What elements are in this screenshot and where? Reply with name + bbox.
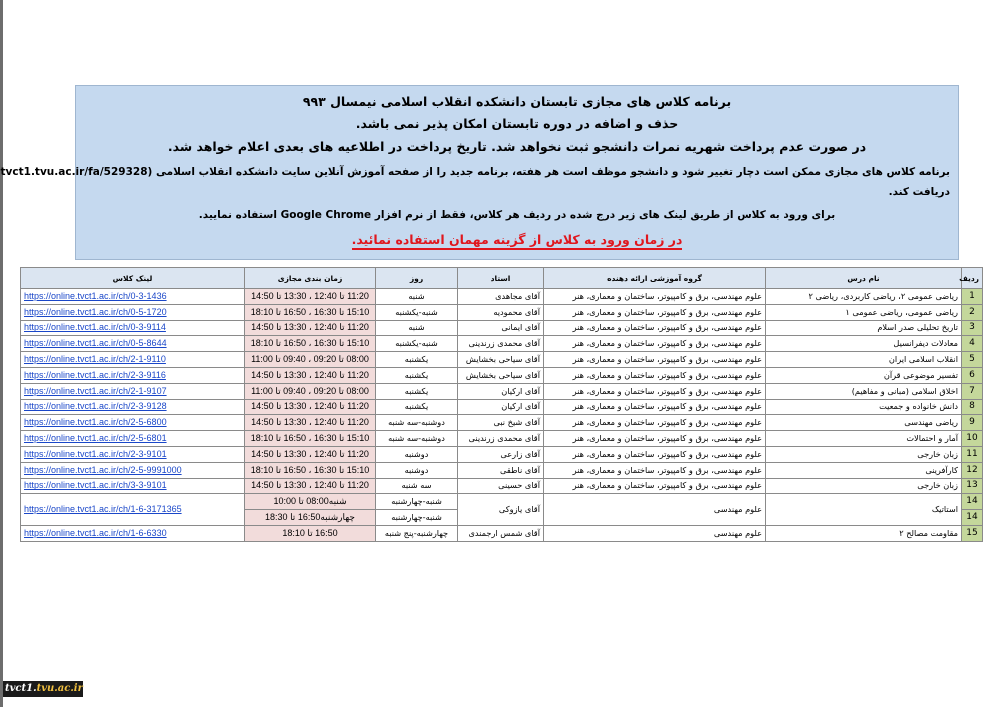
table-row [21,336,983,352]
teacher-name: آقای سیاحی بخشایش [458,367,544,383]
class-link[interactable]: https://online.tvct1.ac.ir/ch/1-6-3171365 [24,504,182,515]
course-name: معادلات دیفرانسیل [766,336,962,352]
class-day: یکشنبه [376,383,458,399]
table-header-row [21,268,983,289]
course-name: آمار و احتمالات [766,431,962,447]
course-group: علوم مهندسی، برق و کامپیوتر، ساختمان و معماری، هنر [544,478,766,494]
course-name: مقاومت مصالح ۲ [766,525,962,541]
class-time: 11:20 تا 12:40 ، 13:30 تا 14:50 [245,446,376,462]
class-link-cell [21,494,245,526]
class-day: دوشنبه [376,462,458,478]
class-link[interactable]: https://online.tvct1.ac.ir/ch/2-1-9107 [24,385,167,396]
class-link-cell [21,367,245,383]
class-link[interactable]: https://online.tvct1.ac.ir/ch/2-3-9116 [24,369,166,380]
notice-box [0,85,959,260]
notice-line-add-drop: حذف و اضافه در دوره تابستان امکان پذیر نمی باشد. [355,116,679,131]
class-link[interactable]: https://online.tvct1.ac.ir/ch/1-6-6330 [24,527,167,538]
teacher-name: آقای ارکیان [458,399,544,415]
class-time: 15:10 تا 16:30 ، 16:50 تا 18:10 [245,304,376,320]
notice-line-tuition: در صورت عدم پرداخت شهریه نمرات دانشجو ثبت نخواهد شد. تاریخ پرداخت در اطلاعیه های بعدی اعلام خواهد شد. [167,139,867,154]
table-row [21,462,983,478]
table-row [21,320,983,336]
course-group: علوم مهندسی [544,494,766,526]
notice-line-guest: در زمان ورود به کلاس از گزینه مهمان استفاده نمائید. [76,232,958,247]
table-row [21,367,983,383]
class-link-cell [21,446,245,462]
class-time: 15:10 تا 16:30 ، 16:50 تا 18:10 [245,431,376,447]
class-time: 11:20 تا 12:40 ، 13:30 تا 14:50 [245,320,376,336]
course-group: علوم مهندسی، برق و کامپیوتر، ساختمان و معماری، هنر [544,383,766,399]
teacher-name: آقای زارعی [458,446,544,462]
row-number: 9 [962,415,983,431]
class-link-cell [21,415,245,431]
left-border [0,0,3,707]
schedule-table [20,267,983,542]
teacher-name: آقای محمدی زرندینی [458,431,544,447]
teacher-name: آقای محمودیه [458,304,544,320]
row-number: 8 [962,399,983,415]
class-time: 11:20 تا 12:40 ، 13:30 تا 14:50 [245,367,376,383]
class-link-cell [21,289,245,305]
class-time: شنبه08:00 تا 10:00 [245,494,376,510]
teacher-name: آقای سیاحی بخشایش [458,352,544,368]
table-row [21,446,983,462]
class-day: شنبه-چهارشنبه [376,510,458,526]
class-time: 08:00 تا 09:20 ، 09:40 تا 11:00 [245,352,376,368]
teacher-name: آقای یازوکی [458,494,544,526]
course-name: ریاضی عمومی، ریاضی عمومی ۱ [766,304,962,320]
class-link[interactable]: https://online.tvct1.ac.ir/ch/2-5-9991000 [24,464,182,475]
class-day: شنبه-چهارشنبه [376,494,458,510]
class-day: یکشنبه [376,352,458,368]
notice-title: برنامه کلاس های مجازی تابستان دانشکده انقلاب اسلامی نیمسال ۹۹۳ [302,94,732,109]
table-row [21,399,983,415]
course-name: زبان خارجی [766,446,962,462]
notice-line-schedule-change: برنامه کلاس های مجازی ممکن است دچار تغییر شود و دانشجو موظف است هر هفته، برنامه جدید را از صفحه آموزش آنلاین سایت دانشکده انقلاب اسلامی (tvct1.tvu.ac.ir/fa/529328 [0,166,950,178]
row-number: 3 [962,320,983,336]
class-day: سه شنبه [376,478,458,494]
table-row [21,289,983,305]
class-time: 08:00 تا 09:20 ، 09:40 تا 11:00 [245,383,376,399]
row-number: 4 [962,336,983,352]
row-number: 14 [962,510,983,526]
table-row [21,415,983,431]
class-day: یکشنبه [376,399,458,415]
class-time: 11:20 تا 12:40 ، 13:30 تا 14:50 [245,289,376,305]
course-group: علوم مهندسی، برق و کامپیوتر، ساختمان و معماری، هنر [544,431,766,447]
class-day: دوشنبه-سه شنبه [376,415,458,431]
table-row [21,494,983,510]
class-link-cell [21,304,245,320]
course-name: تاریخ تحلیلی صدر اسلام [766,320,962,336]
course-name: دانش خانواده و جمعیت [766,399,962,415]
header-course: نام درس [766,268,962,289]
header-time: زمان بندی مجازی [245,268,376,289]
class-link-cell [21,399,245,415]
course-group: علوم مهندسی، برق و کامپیوتر، ساختمان و معماری، هنر [544,446,766,462]
class-time: چهارشنبه16:50 تا 18:30 [245,510,376,526]
course-name: ریاضی عمومی ۲، ریاضی کاربردی، ریاضی ۲ [766,289,962,305]
class-day: شنبه [376,289,458,305]
class-link-cell [21,352,245,368]
course-group: علوم مهندسی، برق و کامپیوتر، ساختمان و معماری، هنر [544,399,766,415]
class-link[interactable]: https://online.tvct1.ac.ir/ch/0-5-8644 [24,338,167,349]
class-link-cell [21,431,245,447]
course-name: کارآفرینی [766,462,962,478]
class-day: چهارشنبه-پنج شنبه [376,525,458,541]
course-name: اخلاق اسلامی (مبانی و مفاهیم) [766,383,962,399]
table-row [21,431,983,447]
row-number: 6 [962,367,983,383]
course-name: انقلاب اسلامی ایران [766,352,962,368]
class-link-cell [21,462,245,478]
class-time: 11:20 تا 12:40 ، 13:30 تا 14:50 [245,478,376,494]
course-group: علوم مهندسی [544,525,766,541]
table-row [21,352,983,368]
class-day: شنبه [376,320,458,336]
class-link[interactable]: https://online.tvct1.ac.ir/ch/2-3-9128 [24,401,167,412]
class-day: شنبه-یکشنبه [376,304,458,320]
class-day: شنبه-یکشنبه [376,336,458,352]
teacher-name: آقای ناطقی [458,462,544,478]
course-name: استاتیک [766,494,962,526]
class-day: دوشنبه-سه شنبه [376,431,458,447]
course-group: علوم مهندسی، برق و کامپیوتر، ساختمان و معماری، هنر [544,462,766,478]
class-link[interactable]: https://online.tvct1.ac.ir/ch/2-3-9101 [24,448,167,459]
table-row [21,525,983,541]
class-link[interactable]: https://online.tvct1.ac.ir/ch/0-5-1720 [24,306,167,317]
class-link[interactable]: https://online.tvct1.ac.ir/ch/2-1-9110 [24,354,166,365]
row-number: 11 [962,446,983,462]
class-link-cell [21,383,245,399]
class-link[interactable]: https://online.tvct1.ac.ir/ch/0-3-9114 [24,322,166,333]
class-day: دوشنبه [376,446,458,462]
teacher-name: آقای حسینی [458,478,544,494]
row-number: 2 [962,304,983,320]
teacher-name: آقای ارکیان [458,383,544,399]
teacher-name: آقای محمدی زرندینی [458,336,544,352]
course-group: علوم مهندسی، برق و کامپیوتر، ساختمان و معماری، هنر [544,367,766,383]
header-group: گروه آموزشی ارائه دهنده [544,268,766,289]
course-group: علوم مهندسی، برق و کامپیوتر، ساختمان و معماری، هنر [544,320,766,336]
row-number: 14 [962,494,983,510]
course-group: علوم مهندسی، برق و کامپیوتر، ساختمان و معماری، هنر [544,352,766,368]
course-name: زبان خارجی [766,478,962,494]
header-day: روز [376,268,458,289]
course-group: علوم مهندسی، برق و کامپیوتر، ساختمان و معماری، هنر [544,336,766,352]
header-teacher: استاد [458,268,544,289]
row-number: 1 [962,289,983,305]
teacher-name: آقای ایمانی [458,320,544,336]
header-row-no: ردیف [962,268,983,289]
teacher-name: آقای شیخ نبی [458,415,544,431]
class-link[interactable]: https://online.tvct1.ac.ir/ch/3-3-9101 [24,480,167,491]
teacher-name: آقای شمس ارجمندی [458,525,544,541]
row-number: 10 [962,431,983,447]
course-group: علوم مهندسی، برق و کامپیوتر، ساختمان و معماری، هنر [544,304,766,320]
class-time: 11:20 تا 12:40 ، 13:30 تا 14:50 [245,415,376,431]
site-logo: tvct1.tvu.ac.ir [3,681,83,697]
class-link[interactable]: https://online.tvct1.ac.ir/ch/2-5-6801 [24,433,167,444]
notice-line-receive: دریافت کند. [888,186,950,198]
notice-line-chrome: برای ورود به کلاس از طریق لینک های زیر درج شده در ردیف هر کلاس، فقط از نرم افزار Google Chrome استفاده نمایید. [198,209,836,221]
class-day: یکشنبه [376,367,458,383]
class-link[interactable]: https://online.tvct1.ac.ir/ch/0-3-1436 [24,290,167,301]
class-link-cell [21,320,245,336]
row-number: 13 [962,478,983,494]
course-name: تفسیر موضوعی قرآن [766,367,962,383]
course-group: علوم مهندسی، برق و کامپیوتر، ساختمان و معماری، هنر [544,415,766,431]
row-number: 7 [962,383,983,399]
class-time: 15:10 تا 16:30 ، 16:50 تا 18:10 [245,462,376,478]
course-name: ریاضی مهندسی [766,415,962,431]
class-link[interactable]: https://online.tvct1.ac.ir/ch/2-5-6800 [24,417,167,428]
table-row [21,383,983,399]
teacher-name: آقای مجاهدی [458,289,544,305]
row-number: 5 [962,352,983,368]
class-time: 16:50 تا 18:10 [245,525,376,541]
table-row [21,478,983,494]
row-number: 15 [962,525,983,541]
class-time: 15:10 تا 16:30 ، 16:50 تا 18:10 [245,336,376,352]
table-row [21,304,983,320]
row-number: 12 [962,462,983,478]
class-link-cell [21,525,245,541]
header-link: لینک کلاس [21,268,245,289]
class-link-cell [21,478,245,494]
class-time: 11:20 تا 12:40 ، 13:30 تا 14:50 [245,399,376,415]
class-link-cell [21,336,245,352]
course-group: علوم مهندسی، برق و کامپیوتر، ساختمان و معماری، هنر [544,289,766,305]
